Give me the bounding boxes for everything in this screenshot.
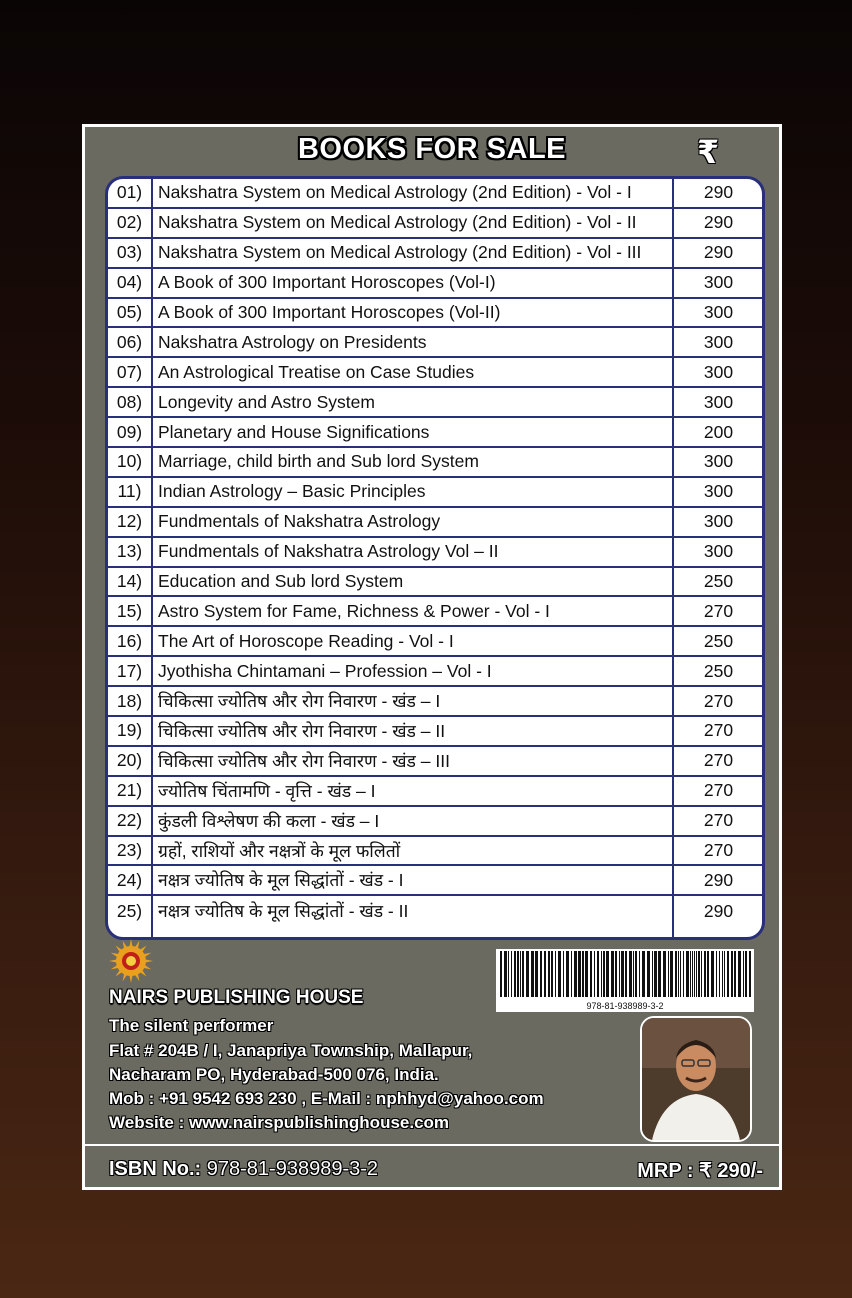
publisher-name: NAIRS PUBLISHING HOUSE (109, 987, 364, 1008)
book-title: कुंडली विश्लेषण की कला - खंड – I (158, 810, 380, 831)
book-title: A Book of 300 Important Horoscopes (Vol-I) (158, 272, 496, 293)
table-row (108, 508, 762, 538)
isbn-info (109, 1158, 378, 1181)
barcode-number: 978-81-938989-3-2 (586, 1001, 664, 1011)
book-title: चिकित्सा ज्योतिष और रोग निवारण - खंड – II (158, 720, 446, 741)
book-price: 250 (703, 571, 734, 592)
book-price: 300 (703, 541, 734, 562)
table-row (108, 448, 762, 478)
book-price: 290 (703, 182, 734, 203)
book-price: 290 (703, 900, 734, 921)
book-title: नक्षत्र ज्योतिष के मूल सिद्धांतों - खंड - I (158, 870, 404, 891)
book-number: 09) (116, 421, 143, 442)
rupee-column-symbol: ₹ (697, 133, 720, 171)
book-price: 300 (703, 511, 734, 532)
table-row (108, 837, 762, 867)
book-price: 300 (703, 302, 734, 322)
publisher-address-line1: Flat # 204B / I, Janapriya Township, Mallapur, (109, 1041, 473, 1060)
publisher-logo (108, 938, 154, 984)
table-row (108, 747, 762, 777)
book-number: 21) (116, 780, 143, 801)
table-row (108, 179, 762, 209)
table-row (108, 896, 762, 926)
author-photo (640, 1016, 752, 1142)
table-row (108, 717, 762, 747)
book-number: 19) (116, 720, 143, 741)
book-number: 08) (116, 391, 143, 412)
book-title: The Art of Horoscope Reading - Vol - I (158, 630, 454, 651)
book-title: चिकित्सा ज्योतिष और रोग निवारण - खंड – III (158, 750, 450, 771)
book-number: 13) (116, 541, 143, 562)
publisher-contact: Mob : +91 9542 693 230 , E-Mail : nphhyd@yahoo.com (109, 1089, 544, 1108)
table-row (108, 687, 762, 717)
table-row (108, 388, 762, 418)
book-title: Nakshatra System on Medical Astrology (2nd Edition) - Vol - III (158, 242, 642, 263)
books-rows (108, 179, 762, 926)
table-row (108, 239, 762, 269)
table-row (108, 358, 762, 388)
book-title: ग्रहों, राशियों और नक्षत्रों के मूल फलितों (158, 840, 401, 861)
book-title: Planetary and House Significations (158, 421, 430, 442)
book-number: 11) (117, 481, 142, 502)
book-title: Longevity and Astro System (158, 391, 375, 412)
book-price: 300 (703, 481, 734, 502)
table-row (108, 866, 762, 896)
book-price: 270 (703, 600, 734, 621)
book-title: Fundmentals of Nakshatra Astrology Vol – II (158, 541, 499, 562)
book-price: 300 (703, 451, 734, 472)
publisher-tagline: The silent performer (109, 1016, 274, 1035)
book-title: Astro System for Fame, Richness & Power - Vol - I (158, 600, 550, 621)
footer-divider (85, 1144, 779, 1146)
table-row (108, 777, 762, 807)
book-number: 16) (116, 630, 143, 651)
isbn-barcode (496, 949, 754, 1012)
book-number: 07) (116, 361, 143, 382)
book-price: 270 (703, 840, 734, 861)
table-row (108, 478, 762, 508)
book-number: 15) (116, 600, 143, 621)
book-price: 250 (703, 660, 734, 681)
book-title: Nakshatra Astrology on Presidents (158, 331, 427, 352)
book-number: 01) (116, 182, 143, 203)
book-number: 02) (116, 212, 143, 233)
barcode-bars (496, 949, 754, 999)
isbn-value: 978-81-938989-3-2 (201, 1158, 379, 1180)
book-number: 24) (116, 869, 143, 890)
table-row (108, 418, 762, 448)
book-number: 10) (116, 451, 143, 472)
book-title: A Book of 300 Important Horoscopes (Vol-II) (158, 302, 501, 322)
book-title: Nakshatra System on Medical Astrology (2nd Edition) - Vol - I (158, 182, 632, 203)
book-price: 270 (703, 780, 734, 801)
page-title: BOOKS FOR SALE (297, 133, 566, 165)
table-row (108, 657, 762, 687)
book-number: 05) (116, 302, 143, 322)
book-price: 290 (703, 242, 734, 263)
book-number: 17) (116, 660, 143, 681)
book-title: Jyothisha Chintamani – Profession – Vol - I (158, 660, 492, 681)
book-price: 200 (703, 421, 734, 442)
table-row (108, 209, 762, 239)
table-row (108, 328, 762, 358)
table-row (108, 299, 762, 329)
book-price: 300 (703, 331, 734, 352)
book-number: 12) (116, 511, 143, 532)
book-number: 14) (116, 571, 143, 592)
book-price: 290 (703, 869, 734, 890)
table-row (108, 538, 762, 568)
book-title: ज्योतिष चिंतामणि - वृत्ति - खंड – I (158, 780, 376, 801)
book-number: 25) (116, 900, 143, 921)
book-price: 270 (703, 810, 734, 831)
publisher-website: Website : www.nairspublishinghouse.com (109, 1113, 450, 1132)
table-row (108, 597, 762, 627)
book-number: 03) (116, 242, 143, 263)
book-title: नक्षत्र ज्योतिष के मूल सिद्धांतों - खंड - II (158, 901, 409, 922)
book-price: 300 (703, 391, 734, 412)
isbn-label: ISBN No.: (109, 1158, 202, 1180)
book-number: 18) (116, 690, 143, 711)
book-number: 22) (116, 810, 143, 831)
table-row (108, 568, 762, 598)
table-row (108, 269, 762, 299)
mrp-price: MRP : ₹ 290/- (637, 1160, 763, 1182)
books-table (105, 176, 765, 940)
book-price: 300 (703, 272, 734, 293)
book-title: Marriage, child birth and Sub lord System (158, 451, 479, 472)
book-title: An Astrological Treatise on Case Studies (158, 361, 475, 382)
book-price: 270 (703, 690, 734, 711)
book-number: 23) (116, 840, 143, 861)
book-title: Indian Astrology – Basic Principles (158, 481, 426, 502)
book-number: 04) (116, 272, 143, 293)
book-title: चिकित्सा ज्योतिष और रोग निवारण - खंड – I (158, 691, 441, 712)
book-title: Fundmentals of Nakshatra Astrology (158, 511, 441, 532)
book-price: 270 (703, 750, 734, 771)
book-price: 300 (703, 361, 734, 382)
book-title: Nakshatra System on Medical Astrology (2nd Edition) - Vol - II (158, 212, 637, 233)
book-price: 290 (703, 212, 734, 233)
book-number: 20) (116, 750, 143, 771)
book-number: 06) (116, 331, 143, 352)
back-cover-panel (82, 124, 782, 1190)
book-price: 270 (703, 720, 734, 741)
book-price: 250 (703, 630, 734, 651)
book-title: Education and Sub lord System (158, 571, 404, 592)
publisher-address-line2: Nacharam PO, Hyderabad-500 076, India. (109, 1065, 439, 1084)
table-row (108, 807, 762, 837)
table-row (108, 627, 762, 657)
